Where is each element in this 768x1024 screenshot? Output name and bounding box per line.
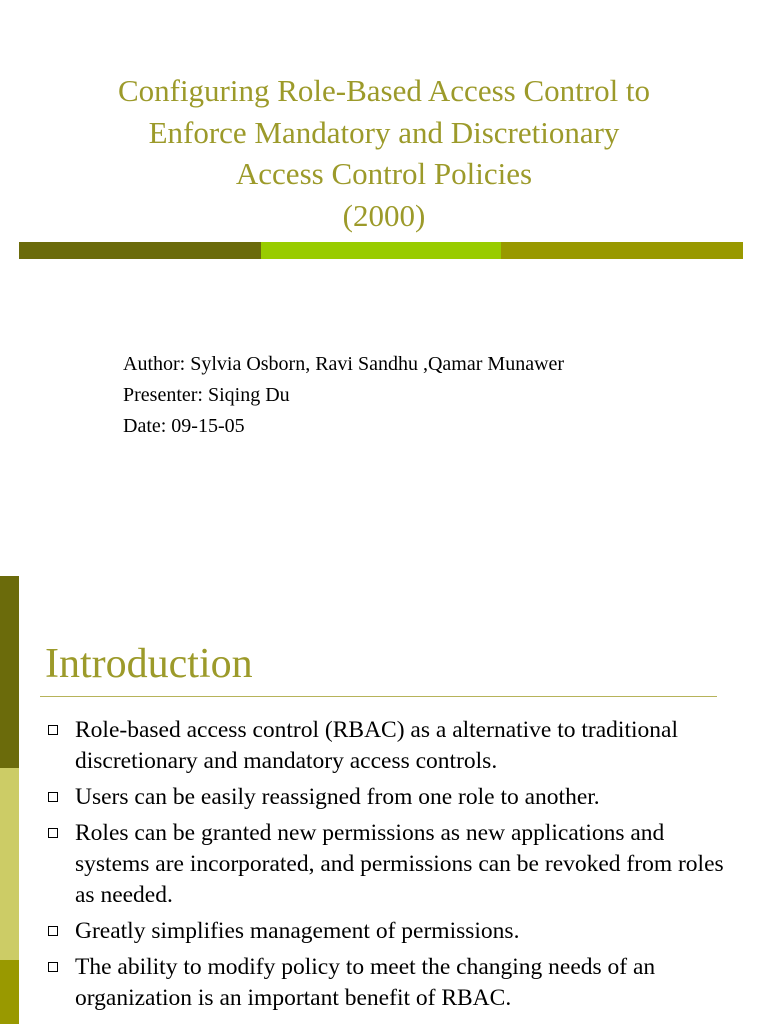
author-line: Author: Sylvia Osborn, Ravi Sandhu ,Qamar Munawer: [123, 353, 565, 375]
hollow-square-bullet-icon: [48, 926, 58, 936]
decorative-band-lime: [261, 242, 501, 259]
presenter-line: Presenter: Siqing Du: [123, 384, 290, 406]
slide-title-line-1: Configuring Role-Based Access Control to: [117, 73, 651, 108]
hollow-square-bullet-icon: [48, 962, 58, 972]
sidebar-strip-light-olive: [0, 768, 19, 960]
bullet-item: [47, 916, 737, 947]
section-title: Introduction: [45, 641, 253, 687]
slide-title-line-4: (2000): [342, 197, 426, 233]
bullet-item: [47, 782, 737, 813]
bullet-text: The ability to modify policy to meet the changing needs of an organization is an important benefit of RBAC.: [75, 954, 656, 1011]
bullet-text: Users can be easily reassigned from one role to another.: [75, 784, 600, 810]
hollow-square-bullet-icon: [48, 725, 58, 735]
slide-title: [40, 70, 728, 236]
bullet-text: Greatly simplifies management of permissions.: [75, 918, 520, 944]
title-divider: [40, 696, 717, 697]
bullet-item: [47, 715, 737, 777]
hollow-square-bullet-icon: [48, 792, 58, 802]
slide-title-line-2: Enforce Mandatory and Discretionary: [148, 114, 620, 150]
decorative-band-dark-olive: [19, 242, 261, 259]
decorative-band-olive: [501, 242, 743, 259]
presentation-info: [123, 349, 564, 442]
sidebar-strip-olive: [0, 960, 19, 1024]
hollow-square-bullet-icon: [48, 828, 58, 838]
sidebar-strip-dark-olive: [0, 576, 19, 768]
date-line: Date: 09-15-05: [123, 415, 245, 437]
bullet-list: [47, 715, 737, 1019]
slide-title-line-3: Access Control Policies: [235, 156, 533, 191]
bullet-item: [47, 952, 737, 1014]
bullet-text: Role-based access control (RBAC) as a alternative to traditional discretionary and mandatory access controls.: [75, 717, 678, 774]
introduction-slide: [0, 576, 768, 1024]
bullet-text: Roles can be granted new permissions as new applications and systems are incorporated, and permissions can be revoked from roles as needed.: [75, 820, 724, 908]
bullet-item: [47, 818, 737, 911]
